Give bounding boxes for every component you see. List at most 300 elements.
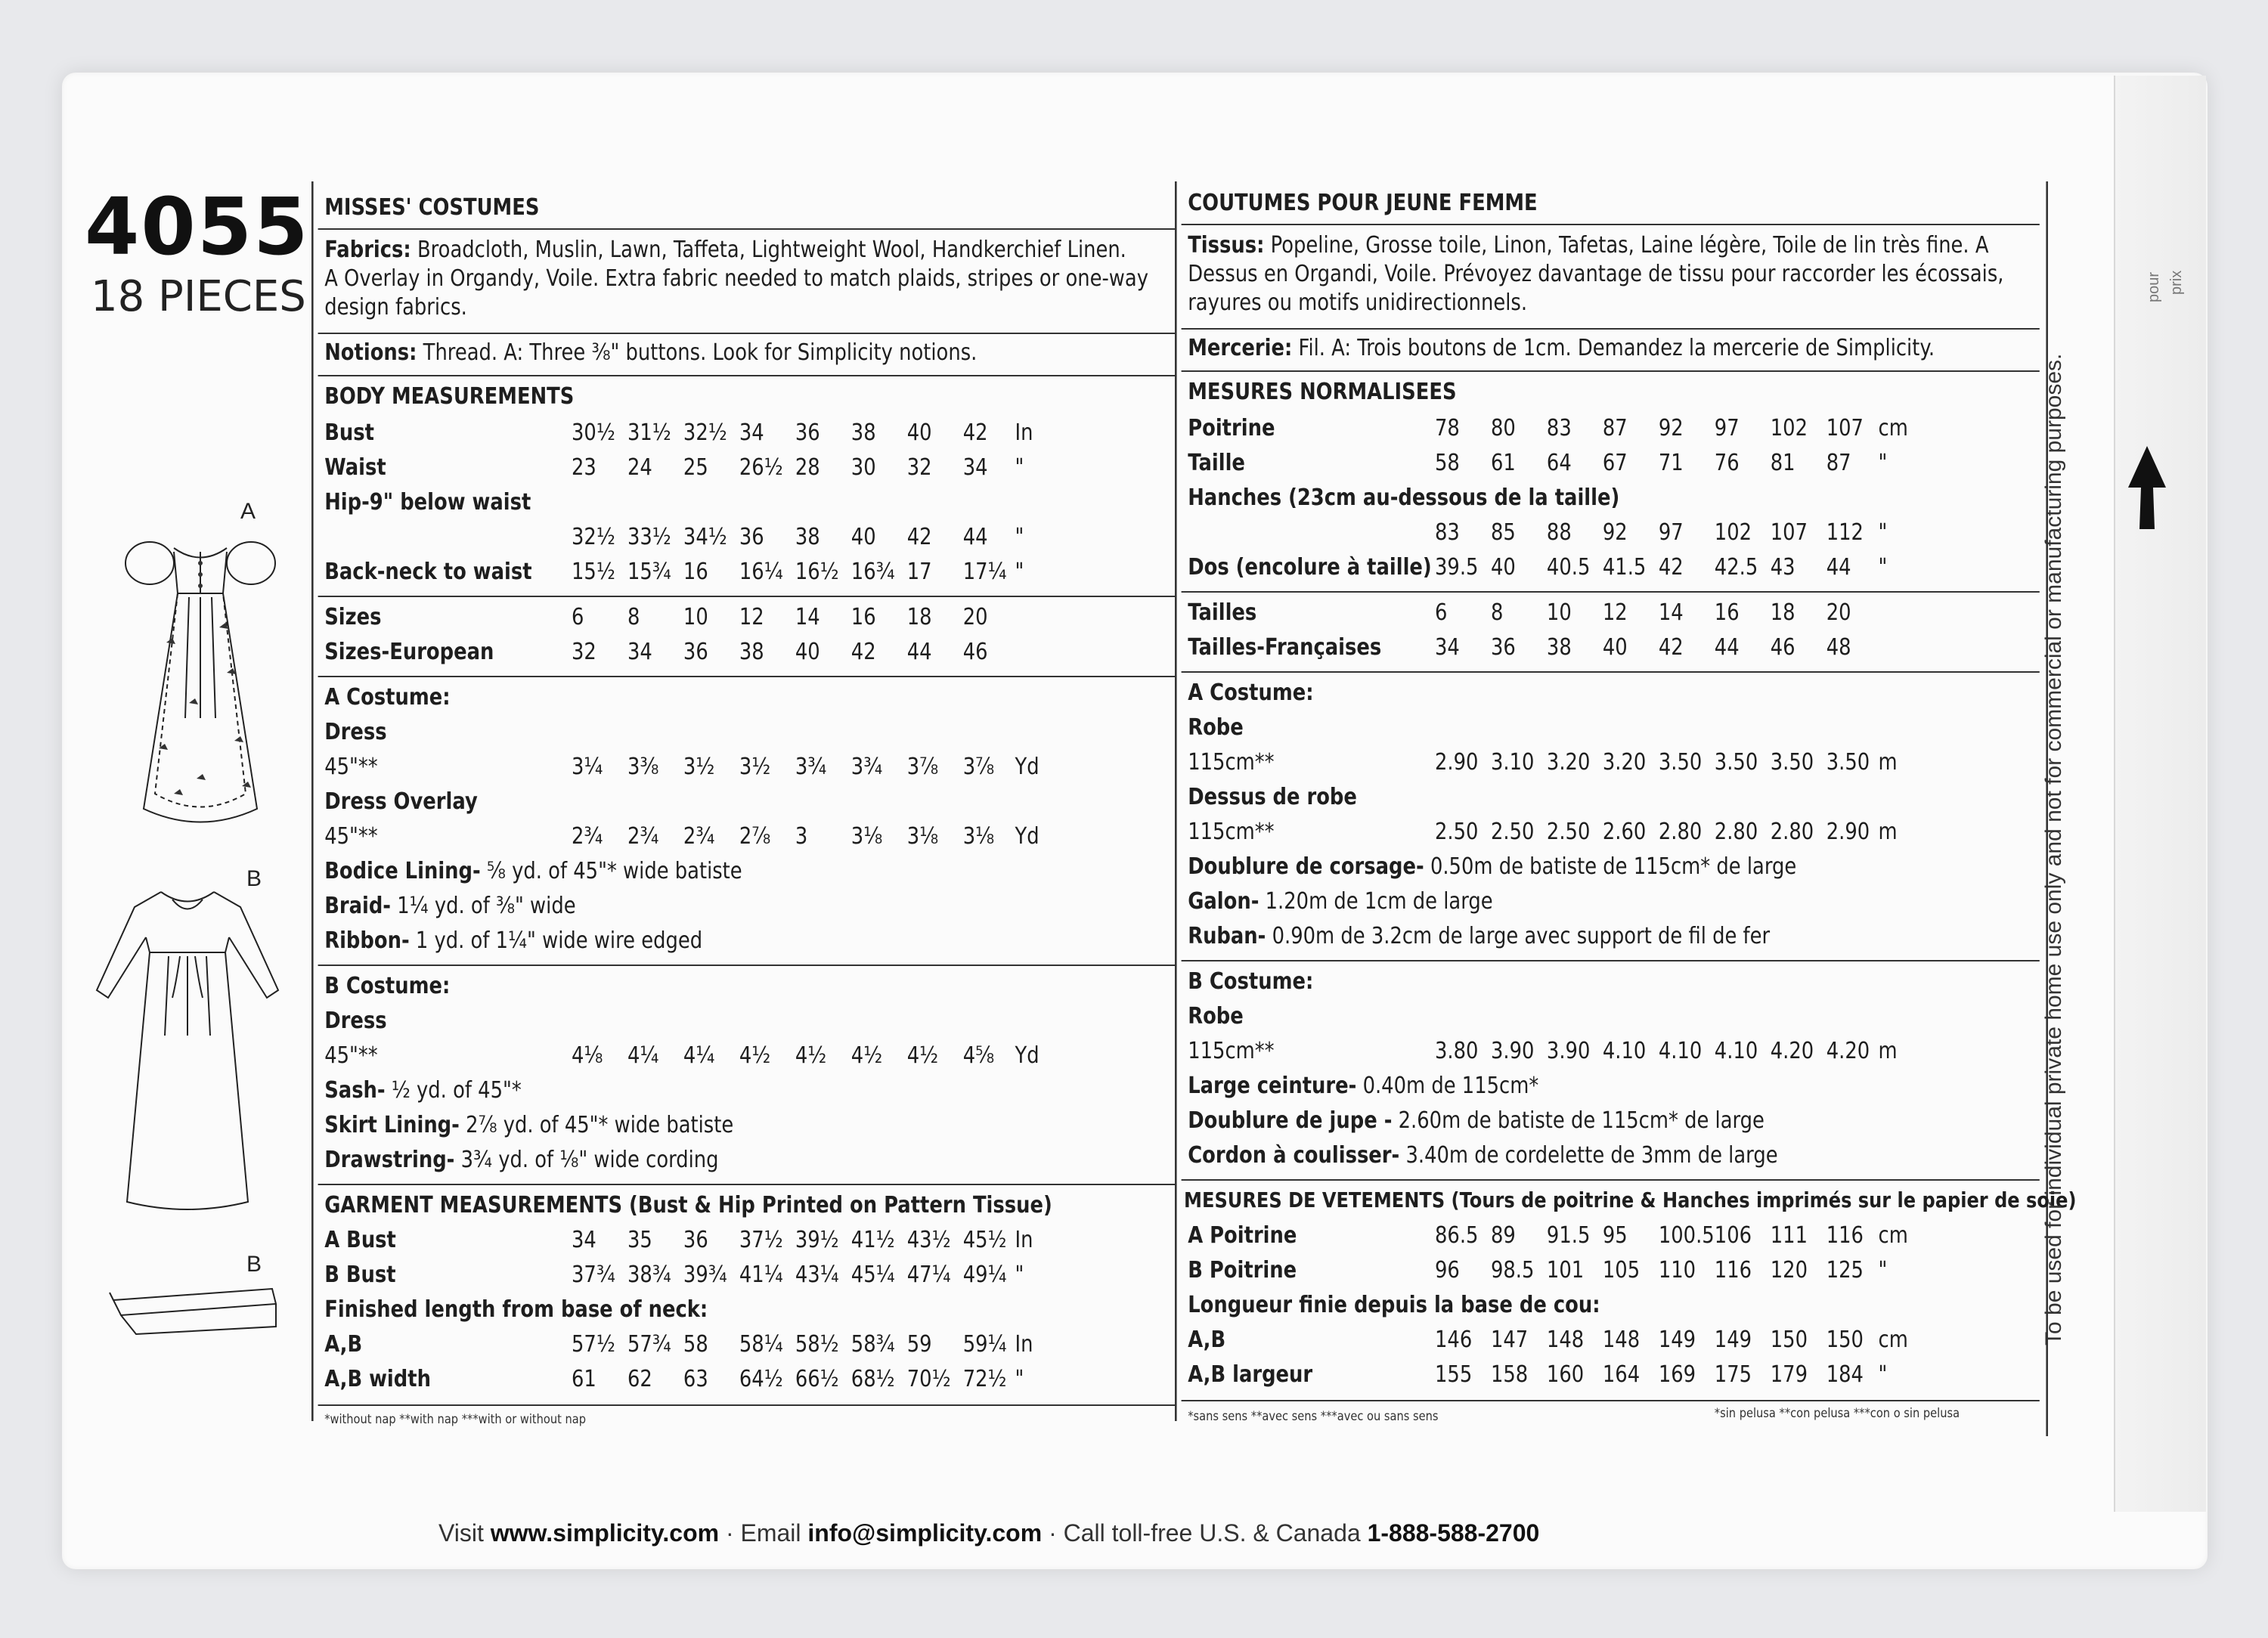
row-value: 59¼ <box>962 1331 1007 1358</box>
row-value: 3⅞ <box>962 754 995 780</box>
row-value: 34 <box>962 454 988 481</box>
row-unit: cm <box>1878 415 1908 441</box>
row-value: 102 <box>1714 519 1752 546</box>
row-value: 76 <box>1714 450 1740 476</box>
row-unit: cm <box>1878 1327 1908 1353</box>
fr-notions-text: Fil. A: Trois boutons de 1cm. Demandez la mercerie de Simplicity. <box>1298 335 1935 361</box>
en-notions-text: Thread. A: Three ⅜" buttons. Look for Simplicity notions. <box>423 339 978 366</box>
row-value: 120 <box>1770 1257 1808 1283</box>
en-garment-heading: GARMENT MEASUREMENTS (Bust & Hip Printed on Pattern Tissue) <box>324 1192 1052 1218</box>
footer-site-link[interactable]: www.simplicity.com <box>490 1519 720 1547</box>
row-value: 43¼ <box>795 1262 839 1288</box>
en-braid <box>324 895 575 918</box>
row-value: 49¼ <box>962 1262 1007 1288</box>
row-value: 110 <box>1658 1257 1696 1283</box>
fr-fabrics-label: Tissus: <box>1188 232 1265 259</box>
en-sash-text: ½ yd. of 45"* <box>391 1077 522 1104</box>
row-value: 41¼ <box>739 1262 783 1288</box>
row-value: 36 <box>1490 634 1516 661</box>
row-value: 3⅜ <box>627 754 659 780</box>
row-value: 2.50 <box>1435 819 1479 845</box>
row-value: 39¾ <box>683 1262 727 1288</box>
fr-sash-text: 0.40m de 115cm* <box>1362 1073 1539 1099</box>
row-label: Back-neck to waist <box>324 559 532 585</box>
row-label: A,B width <box>324 1366 431 1392</box>
es-footnote: *sin pelusa **con pelusa ***con o sin pelusa <box>1714 1406 1960 1421</box>
row-value: 4¼ <box>683 1042 715 1069</box>
fr-drawstring-text: 3.40m de cordelette de 3mm de large <box>1405 1142 1778 1169</box>
row-label: Dos (encolure à taille) <box>1188 554 1432 581</box>
row-value: 59 <box>906 1331 932 1358</box>
row-value: 35 <box>627 1227 652 1253</box>
row-value: 112 <box>1826 519 1864 546</box>
fr-garment-heading: MESURES DE VETEMENTS (Tours de poitrine & Hanches imprimés sur le papier de soie) <box>1184 1187 2077 1212</box>
row-value: 58 <box>683 1331 708 1358</box>
fr-drawstring <box>1188 1144 1777 1167</box>
fr-braid <box>1188 890 1492 913</box>
row-value: 45¼ <box>850 1262 895 1288</box>
row-value: 92 <box>1602 519 1628 546</box>
row-value: 14 <box>795 604 820 630</box>
en-bodice-lining-text: ⅝ yd. of 45"* wide batiste <box>486 858 742 884</box>
row-value: 3.50 <box>1826 749 1870 776</box>
fr-a-overlay: Dessus de robe <box>1188 784 1357 810</box>
row-value: 26½ <box>739 454 783 481</box>
row-label: B Poitrine <box>1188 1257 1297 1283</box>
row-value: 4⅛ <box>572 1042 603 1069</box>
row-value: 37¾ <box>572 1262 615 1288</box>
row-value: 78 <box>1435 415 1460 441</box>
fr-bodice-lining-text: 0.50m de batiste de 115cm* de large <box>1430 853 1797 880</box>
en-sash <box>324 1079 522 1102</box>
en-fabrics-text: Broadcloth, Muslin, Lawn, Taffeta, Lightweight Wool, Handkerchief Linen. <box>417 237 1126 263</box>
row-value: 42 <box>962 420 988 446</box>
row-value: 8 <box>627 604 640 630</box>
en-skirt-lining <box>324 1114 733 1137</box>
row-unit: " <box>1015 559 1024 585</box>
fr-finished-heading: Longueur finie depuis la base de cou: <box>1188 1292 1600 1318</box>
row-value: 38 <box>739 639 764 665</box>
row-value: 158 <box>1490 1361 1529 1388</box>
flap-text-2: prix <box>2168 270 2185 295</box>
row-value: 4½ <box>795 1042 827 1069</box>
row-value: 32 <box>572 639 596 665</box>
row-value: 3.90 <box>1546 1038 1591 1064</box>
row-label: Bust <box>324 420 374 446</box>
row-unit: m <box>1878 749 1898 776</box>
row-unit: " <box>1015 524 1024 550</box>
row-value: 40 <box>1490 554 1516 581</box>
row-value: 18 <box>1770 599 1796 626</box>
row-value: 61 <box>1490 450 1516 476</box>
row-value: 45½ <box>962 1227 1007 1253</box>
row-value: 3.10 <box>1490 749 1535 776</box>
row-value: 4¼ <box>627 1042 659 1069</box>
fr-ribbon-label: Ruban- <box>1188 923 1266 949</box>
row-value: 3¾ <box>795 754 827 780</box>
row-unit: m <box>1878 1038 1898 1064</box>
row-value: 58¼ <box>739 1331 783 1358</box>
row-value: 3¾ <box>850 754 883 780</box>
row-value: 87 <box>1602 415 1628 441</box>
row-value: 16 <box>1714 599 1740 626</box>
en-title: MISSES' COSTUMES <box>324 194 540 221</box>
row-value: 57½ <box>572 1331 615 1358</box>
en-drawstring-text: 3¾ yd. of ⅛" wide cording <box>460 1147 719 1173</box>
row-value: 46 <box>962 639 988 665</box>
row-unit: In <box>1015 1331 1033 1358</box>
row-value: 62 <box>627 1366 652 1392</box>
row-label: Taille <box>1188 450 1245 476</box>
fr-a-dress: Robe <box>1188 714 1244 741</box>
en-ribbon <box>324 927 703 954</box>
row-value: 4½ <box>850 1042 883 1069</box>
usage-disclaimer: To be used for individual private home use only and not for commercial or manufacturing purposes. <box>2041 353 2066 1345</box>
row-value: 36 <box>795 420 820 446</box>
fr-title: COUTUMES POUR JEUNE FEMME <box>1188 190 1538 216</box>
row-value: 3⅛ <box>906 823 939 850</box>
en-braid-label: Braid- <box>324 893 392 919</box>
row-value: 36 <box>683 639 708 665</box>
row-value: 40.5 <box>1546 554 1591 581</box>
row-value: 42 <box>906 524 932 550</box>
row-value: 81 <box>1770 450 1796 476</box>
row-unit: Yd <box>1015 754 1040 780</box>
row-value: 32 <box>906 454 932 481</box>
row-value: 16¼ <box>739 559 783 585</box>
row-value: 17 <box>906 559 932 585</box>
row-value: 3½ <box>739 754 771 780</box>
flap-text-1: pour <box>2146 271 2162 302</box>
row-label: 45"** <box>324 754 378 780</box>
row-value: 47¼ <box>906 1262 951 1288</box>
row-value: 40 <box>795 639 820 665</box>
row-value: 15¾ <box>627 559 671 585</box>
row-unit: " <box>1878 1257 1888 1283</box>
row-value: 4½ <box>739 1042 771 1069</box>
flap-arrow-icon <box>2124 446 2170 529</box>
row-value: 3⅞ <box>906 754 939 780</box>
english-column <box>311 181 1182 1436</box>
en-a-dress: Dress <box>324 719 387 745</box>
row-value: 46 <box>1770 634 1796 661</box>
row-value: 3 <box>795 823 808 850</box>
row-value: 4½ <box>906 1042 939 1069</box>
row-value: 30½ <box>572 420 615 446</box>
fr-bodice-lining <box>1188 853 1797 880</box>
row-unit: cm <box>1878 1222 1908 1249</box>
row-value: 3⅛ <box>850 823 883 850</box>
row-value: 37½ <box>739 1227 783 1253</box>
row-value: 40 <box>906 420 932 446</box>
row-value: 41.5 <box>1602 554 1647 581</box>
en-bodice-lining-label: Bodice Lining- <box>324 858 481 884</box>
en-fabrics-label: Fabrics: <box>324 237 411 263</box>
row-unit: " <box>1878 519 1888 546</box>
fr-skirt-lining-label: Doublure de jupe - <box>1188 1107 1393 1134</box>
row-value: 42 <box>1658 554 1684 581</box>
row-value: 2⅞ <box>739 823 771 850</box>
row-value: 38 <box>795 524 820 550</box>
fr-b-dress: Robe <box>1188 1003 1244 1030</box>
row-label: Sizes <box>324 604 382 630</box>
row-value: 17¼ <box>962 559 1007 585</box>
row-value: 12 <box>1602 599 1628 626</box>
row-unit: m <box>1878 819 1898 845</box>
row-value: 42.5 <box>1714 554 1758 581</box>
row-value: 16½ <box>795 559 839 585</box>
en-b-costume: B Costume: <box>324 973 451 999</box>
footer-call: · Call toll-free U.S. & Canada <box>1042 1519 1368 1547</box>
row-value: 6 <box>572 604 584 630</box>
row-value: 116 <box>1826 1222 1864 1249</box>
row-value: 39.5 <box>1435 554 1479 581</box>
row-value: 4.10 <box>1714 1038 1758 1064</box>
en-sash-label: Sash- <box>324 1077 386 1104</box>
row-value: 12 <box>739 604 764 630</box>
row-value: 68½ <box>850 1366 895 1392</box>
en-hip-label: Hip-9" below waist <box>324 489 531 516</box>
row-label: 45"** <box>324 823 378 850</box>
row-value: 64 <box>1546 450 1572 476</box>
row-unit: In <box>1015 420 1033 446</box>
footer-phone[interactable]: 1-888-588-2700 <box>1367 1519 1540 1547</box>
row-value: 148 <box>1602 1327 1641 1353</box>
row-value: 18 <box>906 604 932 630</box>
row-value: 175 <box>1714 1361 1752 1388</box>
row-label: A,B <box>1188 1327 1226 1353</box>
row-value: 2¾ <box>572 823 603 850</box>
row-value: 85 <box>1490 519 1516 546</box>
en-ribbon-text: 1 yd. of 1¼" wide wire edged <box>415 927 703 954</box>
row-value: 43 <box>1770 554 1796 581</box>
row-value: 20 <box>962 604 988 630</box>
row-value: 97 <box>1714 415 1740 441</box>
row-value: 150 <box>1770 1327 1808 1353</box>
en-body-heading: BODY MEASUREMENTS <box>324 383 575 410</box>
row-value: 88 <box>1546 519 1572 546</box>
row-value: 150 <box>1826 1327 1864 1353</box>
row-value: 164 <box>1602 1361 1641 1388</box>
row-value: 89 <box>1490 1222 1516 1249</box>
row-value: 6 <box>1435 599 1448 626</box>
row-value: 28 <box>795 454 820 481</box>
fr-b-costume: B Costume: <box>1188 968 1314 995</box>
row-value: 42 <box>850 639 876 665</box>
row-value: 83 <box>1546 415 1572 441</box>
row-value: 20 <box>1826 599 1851 626</box>
dress-a-sketch <box>113 522 287 847</box>
row-value: 23 <box>572 454 596 481</box>
row-value: 71 <box>1658 450 1684 476</box>
row-value: 39½ <box>795 1227 839 1253</box>
row-value: 87 <box>1826 450 1851 476</box>
row-value: 179 <box>1770 1361 1808 1388</box>
row-value: 58½ <box>795 1331 839 1358</box>
row-value: 98.5 <box>1490 1257 1535 1283</box>
row-value: 147 <box>1490 1327 1529 1353</box>
row-value: 4⅝ <box>962 1042 995 1069</box>
row-value: 83 <box>1435 519 1460 546</box>
row-value: 91.5 <box>1546 1222 1591 1249</box>
row-value: 3.50 <box>1658 749 1703 776</box>
row-value: 3⅛ <box>962 823 995 850</box>
row-value: 2.50 <box>1490 819 1535 845</box>
row-value: 67 <box>1602 450 1628 476</box>
fr-sash-label: Large ceinture- <box>1188 1073 1357 1099</box>
row-value: 38 <box>850 420 876 446</box>
row-value: 58 <box>1435 450 1460 476</box>
fr-notions <box>1188 337 1935 360</box>
row-value: 58¾ <box>850 1331 895 1358</box>
row-value: 95 <box>1602 1222 1628 1249</box>
row-label: Waist <box>324 454 386 481</box>
en-skirt-lining-label: Skirt Lining- <box>324 1112 460 1138</box>
row-value: 16 <box>850 604 876 630</box>
row-label: A Bust <box>324 1227 396 1253</box>
fr-body-heading: MESURES NORMALISEES <box>1188 379 1457 405</box>
row-value: 184 <box>1826 1361 1864 1388</box>
row-value: 160 <box>1546 1361 1585 1388</box>
footer-email-link[interactable]: info@simplicity.com <box>807 1519 1043 1547</box>
row-label: B Bust <box>324 1262 396 1288</box>
view-label-b-sash: B <box>246 1252 262 1277</box>
row-value: 2.60 <box>1602 819 1647 845</box>
row-value: 41½ <box>850 1227 895 1253</box>
row-value: 30 <box>850 454 876 481</box>
row-value: 61 <box>572 1366 596 1392</box>
row-value: 4.10 <box>1658 1038 1703 1064</box>
row-label: 115cm** <box>1188 819 1275 845</box>
fr-a-costume: A Costume: <box>1188 680 1314 706</box>
row-value: 102 <box>1770 415 1808 441</box>
view-label-a: A <box>240 499 256 524</box>
en-a-costume: A Costume: <box>324 684 451 711</box>
row-value: 4.20 <box>1826 1038 1870 1064</box>
row-value: 169 <box>1658 1361 1696 1388</box>
fr-fabrics-text: Popeline, Grosse toile, Linon, Tafetas, Laine légère, Toile de lin très fine. A <box>1270 232 1989 259</box>
fr-skirt-lining <box>1188 1107 1765 1134</box>
row-unit: In <box>1015 1227 1033 1253</box>
row-unit: " <box>1015 454 1024 481</box>
row-value: 57¾ <box>627 1331 671 1358</box>
en-b-dress: Dress <box>324 1008 387 1034</box>
row-unit: Yd <box>1015 823 1040 850</box>
row-value: 40 <box>1602 634 1628 661</box>
fr-skirt-lining-text: 2.60m de batiste de 115cm* de large <box>1398 1107 1765 1134</box>
row-value: 2.80 <box>1770 819 1814 845</box>
row-value: 111 <box>1770 1222 1808 1249</box>
row-value: 80 <box>1490 415 1516 441</box>
row-label: A,B largeur <box>1188 1361 1313 1388</box>
row-value: 70½ <box>906 1366 951 1392</box>
row-value: 106 <box>1714 1222 1752 1249</box>
row-value: 116 <box>1714 1257 1752 1283</box>
row-value: 36 <box>683 1227 708 1253</box>
row-value: 2.90 <box>1826 819 1870 845</box>
row-label: 45"** <box>324 1042 378 1069</box>
row-value: 2¾ <box>683 823 715 850</box>
row-value: 25 <box>683 454 708 481</box>
row-value: 3¼ <box>572 754 603 780</box>
row-value: 44 <box>906 639 932 665</box>
row-value: 14 <box>1658 599 1684 626</box>
row-value: 63 <box>683 1366 708 1392</box>
row-value: 42 <box>1658 634 1684 661</box>
row-label: 115cm** <box>1188 749 1275 776</box>
en-drawstring <box>324 1149 718 1172</box>
row-value: 2¾ <box>627 823 659 850</box>
pieces-count: 18 PIECES <box>91 272 306 321</box>
fr-ribbon-text: 0.90m de 3.2cm de large avec support de fil de fer <box>1272 923 1771 949</box>
row-value: 34 <box>572 1227 596 1253</box>
dress-b-sketch <box>89 884 286 1217</box>
fr-hip-label: Hanches (23cm au-dessous de la taille) <box>1188 485 1620 511</box>
view-label-b: B <box>246 866 262 891</box>
row-value: 34½ <box>683 524 727 550</box>
fr-fabrics <box>1188 234 1988 257</box>
row-value: 38¾ <box>627 1262 671 1288</box>
row-value: 48 <box>1826 634 1851 661</box>
fr-braid-text: 1.20m de 1cm de large <box>1265 888 1493 915</box>
row-unit: " <box>1015 1366 1024 1392</box>
row-value: 38 <box>1546 634 1572 661</box>
row-value: 24 <box>627 454 652 481</box>
row-value: 2.90 <box>1435 749 1479 776</box>
en-bodice-lining <box>324 860 742 883</box>
row-unit: Yd <box>1015 1042 1040 1069</box>
row-value: 2.50 <box>1546 819 1591 845</box>
row-value: 148 <box>1546 1327 1585 1353</box>
fr-ribbon <box>1188 925 1770 948</box>
row-value: 4.10 <box>1602 1038 1647 1064</box>
row-value: 96 <box>1435 1257 1460 1283</box>
row-label: Tailles-Françaises <box>1188 634 1382 661</box>
row-value: 40 <box>850 524 876 550</box>
row-value: 3.20 <box>1602 749 1647 776</box>
row-value: 3.50 <box>1770 749 1814 776</box>
row-value: 34 <box>1435 634 1460 661</box>
row-value: 101 <box>1546 1257 1585 1283</box>
en-a-overlay: Dress Overlay <box>324 788 478 815</box>
row-value: 3.80 <box>1435 1038 1479 1064</box>
en-braid-text: 1¼ yd. of ⅜" wide <box>397 893 576 919</box>
en-fabrics-line3: design fabrics. <box>324 294 467 320</box>
row-value: 43½ <box>906 1227 951 1253</box>
row-unit: " <box>1878 554 1888 581</box>
row-label: A Poitrine <box>1188 1222 1297 1249</box>
row-unit: " <box>1878 450 1888 476</box>
row-value: 2.80 <box>1714 819 1758 845</box>
row-value: 149 <box>1714 1327 1752 1353</box>
row-value: 105 <box>1602 1257 1641 1283</box>
en-finished-heading: Finished length from base of neck: <box>324 1296 708 1323</box>
row-value: 92 <box>1658 415 1684 441</box>
row-value: 3.90 <box>1490 1038 1535 1064</box>
row-value: 107 <box>1770 519 1808 546</box>
row-value: 107 <box>1826 415 1864 441</box>
en-ribbon-label: Ribbon- <box>324 927 410 954</box>
row-label: Sizes-European <box>324 639 494 665</box>
row-label: Poitrine <box>1188 415 1275 441</box>
en-fabrics <box>324 239 1126 262</box>
row-value: 8 <box>1490 599 1504 626</box>
row-value: 34 <box>739 420 764 446</box>
row-value: 44 <box>962 524 988 550</box>
row-value: 32½ <box>572 524 615 550</box>
row-value: 155 <box>1435 1361 1473 1388</box>
fr-drawstring-label: Cordon à coulisser- <box>1188 1142 1400 1169</box>
